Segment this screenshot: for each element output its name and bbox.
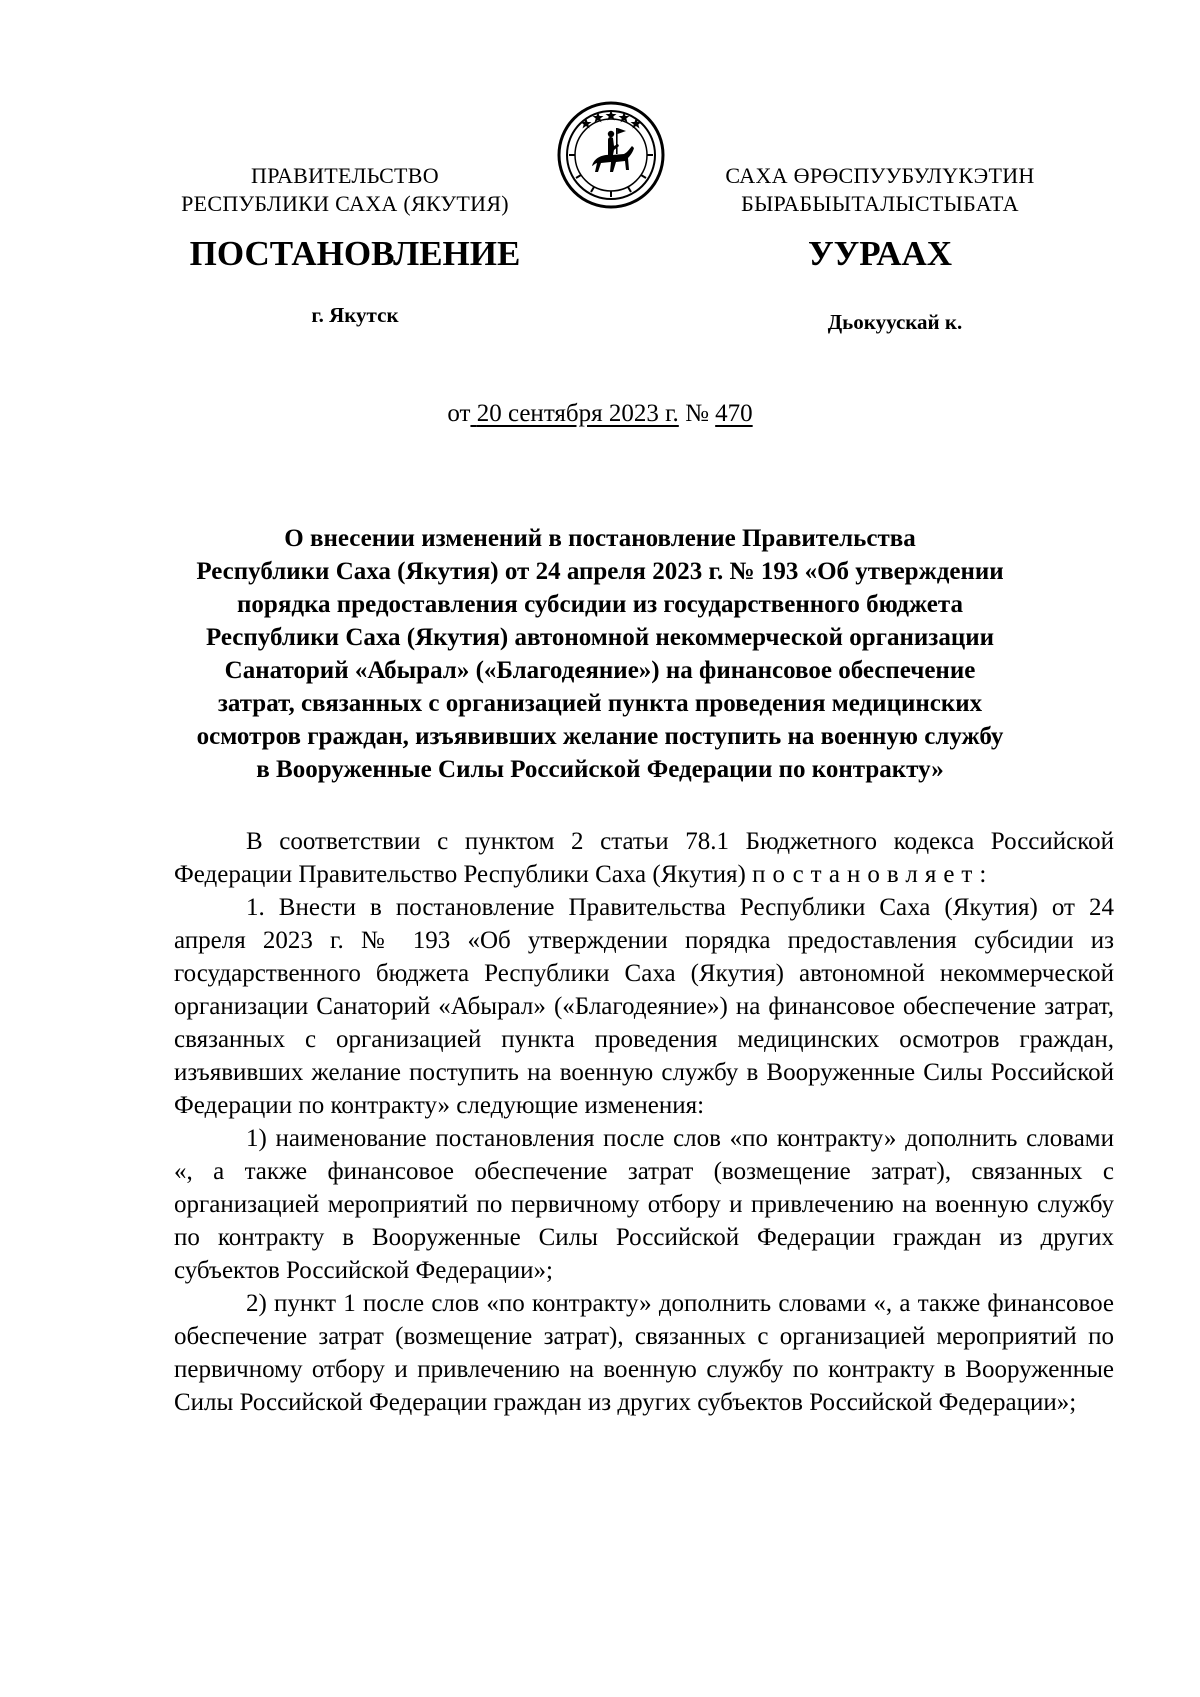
right-header xyxy=(680,162,1080,218)
left-header-line2: РЕСПУБЛИКИ САХА (ЯКУТИЯ) xyxy=(181,191,509,216)
date-value: 20 сентября 2023 г. xyxy=(476,400,679,427)
document-body xyxy=(174,825,1114,1419)
title-line: в Вооруженные Силы Российской Федерации по контракту» xyxy=(256,756,944,783)
subitem-1-paragraph: 1) наименование постановления после слов «по контракту» дополнить словами «, а также финансовое обеспечение затрат (возмещение затрат), связанных с организацией мероприятий по первичному отбору и привлечению на военную службу по контракту в Вооруженные Силы Российской Федерации граждан из других субъектов Российской Федерации»; xyxy=(174,1125,1114,1284)
title-line: Республики Саха (Якутия) от 24 апреля 2023 г. № 193 «Об утверждении xyxy=(196,558,1004,585)
title-line: Республики Саха (Якутия) автономной некоммерческой организации xyxy=(205,624,995,651)
number-sign: № xyxy=(685,400,709,427)
document-title xyxy=(160,522,1040,786)
left-city: г. Якутск xyxy=(311,303,399,327)
left-doc-type: ПОСТАНОВЛЕНИЕ xyxy=(189,234,521,273)
right-header-line1: САХА ӨРӨСПУУБУЛҮКЭТИН xyxy=(725,163,1035,188)
right-header-line2: БЫРАБЫЫТАЛЫСТЫБАТА xyxy=(741,191,1019,216)
right-city: Дьокуускай к. xyxy=(827,310,963,334)
doc-number: 470 xyxy=(715,400,753,427)
title-line: осмотров граждан, изъявивших желание поступить на военную службу xyxy=(196,723,1004,750)
title-line: Санаторий «Абырал» («Благодеяние») на финансовое обеспечение xyxy=(224,657,976,684)
title-line: затрат, связанных с организацией пункта проведения медицинских xyxy=(217,690,983,717)
right-doc-type: УУРААХ xyxy=(807,234,953,273)
title-line: О внесении изменений в постановление Правительства xyxy=(284,525,916,552)
intro-paragraph xyxy=(174,825,1114,891)
intro-keyword: постановляет: xyxy=(752,861,994,888)
title-line: порядка предоставления субсидии из государственного бюджета xyxy=(237,591,963,618)
item-1-paragraph: 1. Внести в постановление Правительства Республики Саха (Якутия) от 24 апреля 2023 г. № 193 «Об утверждении порядка предоставления субсидии из государственного бюджета Республики Саха (Якутия) автономной некоммерческой организации Санаторий «Абырал» («Благодеяние») на финансовое обеспечение затрат, связанных с организацией пункта проведения медицинских осмотров граждан, изъявивших желание поступить на военную службу в Вооруженные Силы Российской Федерации по контракту» следующие изменения: xyxy=(174,894,1114,1119)
subitem-2-paragraph: 2) пункт 1 после слов «по контракту» дополнить словами «, а также финансовое обеспечение затрат (возмещение затрат), связанных с организацией мероприятий по первичному отбору и привлечению на военную службу по контракту в Вооруженные Силы Российской Федерации граждан из других субъектов Российской Федерации»; xyxy=(174,1290,1114,1416)
left-header xyxy=(165,162,525,218)
date-prefix: от xyxy=(447,400,471,427)
emblem-icon xyxy=(556,100,666,210)
coat-of-arms-emblem xyxy=(556,100,666,210)
left-header-line1: ПРАВИТЕЛЬСТВО xyxy=(251,163,439,188)
intro-text: В соответствии с пунктом 2 статьи 78.1 Бюджетного кодекса Российской Федерации Правительство Республики Саха (Якутия) xyxy=(174,828,1114,888)
date-line xyxy=(0,400,1200,428)
